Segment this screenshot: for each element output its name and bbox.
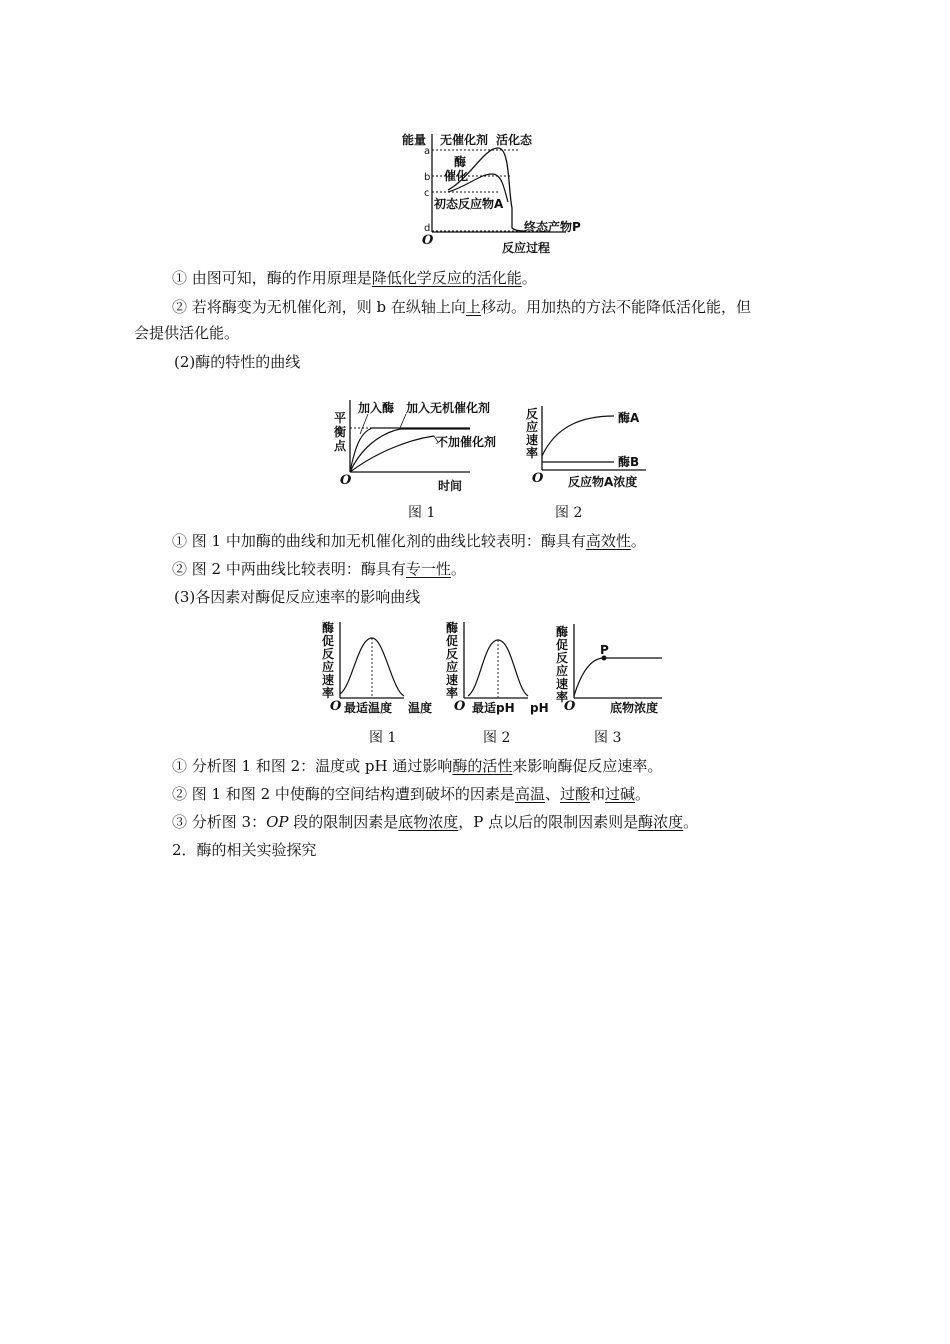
p-y6: 率 <box>446 686 459 700</box>
energy-origin: O <box>422 233 434 248</box>
paragraph-limiting-factors: ③ 分析图 3：OP 段的限制因素是底物浓度，P 点以后的限制因素则是酶浓度。 <box>172 813 699 831</box>
caption-factor-fig1: 图 1 <box>369 730 397 746</box>
p-y4: 应 <box>446 660 459 674</box>
s-y5: 速 <box>556 677 569 691</box>
activation-energy-figure <box>400 128 600 258</box>
no-catalyst-label: 无催化剂 <box>440 133 489 147</box>
no-catalyst-line <box>350 436 434 472</box>
paragraph-inorganic-catalyst-line2: 会提供活化能。 <box>134 324 240 342</box>
enzyme-label-1: 酶 <box>454 155 467 169</box>
rate-y-label-1: 反 <box>526 407 539 421</box>
balance-y-label-1: 平 <box>334 411 347 425</box>
fig1-origin: O <box>340 473 352 488</box>
balance-y-label-2: 衡 <box>334 425 347 439</box>
answer-up: 上 <box>465 298 481 316</box>
t-origin: O <box>330 699 342 714</box>
paragraph-destructive-factors: ② 图 1 和图 2 中使酶的空间结构遭到破坏的因素是高温、过酸和过碱。 <box>172 785 651 803</box>
p-origin: O <box>454 699 466 714</box>
paragraph-high-efficiency: ① 图 1 中加酶的曲线和加无机催化剂的曲线比较表明：酶具有高效性。 <box>172 532 646 550</box>
t-y2: 促 <box>322 634 335 648</box>
answer-high-efficiency: 高效性 <box>585 532 631 550</box>
enzyme-a-label: 酶A <box>618 411 640 425</box>
substrate-chart <box>552 620 672 716</box>
time-x-label: 时间 <box>438 479 463 493</box>
substrate-x-label: 底物浓度 <box>610 701 659 715</box>
activated-state-label: 活化态 <box>496 133 533 147</box>
s-y3: 反 <box>556 651 569 665</box>
rate-y-label-2: 应 <box>526 420 539 434</box>
level-c: c <box>424 188 430 199</box>
reactant-concentration-x-label: 反应物A浓度 <box>568 475 638 489</box>
t-y6: 率 <box>322 686 335 700</box>
caption-char-fig1: 图 1 <box>408 505 436 521</box>
paragraph-inorganic-catalyst: ② 若将酶变为无机催化剂，则 b 在纵轴上向上移动。用加热的方法不能降低活化能，但 <box>172 298 751 316</box>
fig2-origin: O <box>532 471 544 486</box>
ph-chart <box>442 620 552 716</box>
paragraph-temperature-ph: ① 分析图 1 和图 2：温度或 pH 通过影响酶的活性来影响酶促反应速率。 <box>172 757 663 775</box>
p-y2: 促 <box>446 634 459 648</box>
answer-high-temperature: 高温 <box>514 785 545 803</box>
final-product-label: 终态产物P <box>524 220 581 234</box>
p-y1: 酶 <box>446 621 459 635</box>
substrate-curve <box>574 658 662 696</box>
answer-over-acid: 过酸 <box>559 785 590 803</box>
heading-factor-curves: (3)各因素对酶促反应速率的影响曲线 <box>174 588 421 606</box>
t-y3: 反 <box>322 647 335 661</box>
level-a: a <box>424 146 431 157</box>
caption-factor-fig3: 图 3 <box>594 730 622 746</box>
temperature-x-label: 温度 <box>408 701 433 715</box>
answer-specificity: 专一性 <box>405 560 451 578</box>
t-y5: 速 <box>322 673 335 687</box>
caption-factor-fig2: 图 2 <box>483 730 511 746</box>
energy-x-label: 反应过程 <box>502 241 551 255</box>
s-origin: O <box>564 699 576 714</box>
answer-substrate-concentration: 底物浓度 <box>398 813 459 831</box>
answer-enzyme-concentration: 酶浓度 <box>638 813 684 831</box>
point-p-label: P <box>600 643 609 657</box>
no-catalyst-label-2: 不加催化剂 <box>436 435 497 449</box>
s-y6: 率 <box>556 690 569 704</box>
heading-enzyme-experiments: 2．酶的相关实验探究 <box>172 841 317 859</box>
s-y1: 酶 <box>556 625 569 639</box>
p-y3: 反 <box>446 647 459 661</box>
level-b: b <box>424 172 431 183</box>
s-y4: 应 <box>556 664 569 678</box>
rate-y-label-4: 率 <box>526 446 539 460</box>
caption-char-fig2: 图 2 <box>555 505 583 521</box>
initial-reactant-label: 初态反应物A <box>434 197 504 211</box>
enzyme-a-curve <box>542 416 614 456</box>
energy-y-label: 能量 <box>402 133 427 147</box>
level-d: d <box>424 223 431 234</box>
answer-over-alkali: 过碱 <box>605 785 636 803</box>
paragraph-enzyme-principle: ① 由图可知，酶的作用原理是降低化学反应的活化能。 <box>172 269 537 287</box>
answer-lower-activation-energy: 降低化学反应的活化能 <box>371 269 522 287</box>
t-y4: 应 <box>322 660 335 674</box>
balance-y-label-3: 点 <box>334 439 347 453</box>
rate-y-label-3: 速 <box>526 433 539 447</box>
add-enzyme-label: 加入酶 <box>358 401 395 415</box>
efficiency-chart <box>330 398 510 494</box>
s-y2: 促 <box>556 638 569 652</box>
p-y5: 速 <box>446 673 459 687</box>
temperature-chart <box>318 620 440 716</box>
paragraph-specificity: ② 图 2 中两曲线比较表明：酶具有专一性。 <box>172 560 466 578</box>
ph-x-label: pH <box>530 701 549 715</box>
specificity-chart <box>522 404 668 492</box>
enzyme-label-2: 催化 <box>444 169 469 183</box>
t-y1: 酶 <box>322 621 335 635</box>
answer-enzyme-activity: 酶的活性 <box>452 757 513 775</box>
optimal-temperature-label: 最适温度 <box>344 701 393 715</box>
optimal-ph-label: 最适pH <box>472 701 515 715</box>
heading-enzyme-characteristic-curves: (2)酶的特性的曲线 <box>174 353 301 371</box>
add-inorganic-label: 加入无机催化剂 <box>406 401 491 415</box>
enzyme-b-label: 酶B <box>618 455 640 469</box>
